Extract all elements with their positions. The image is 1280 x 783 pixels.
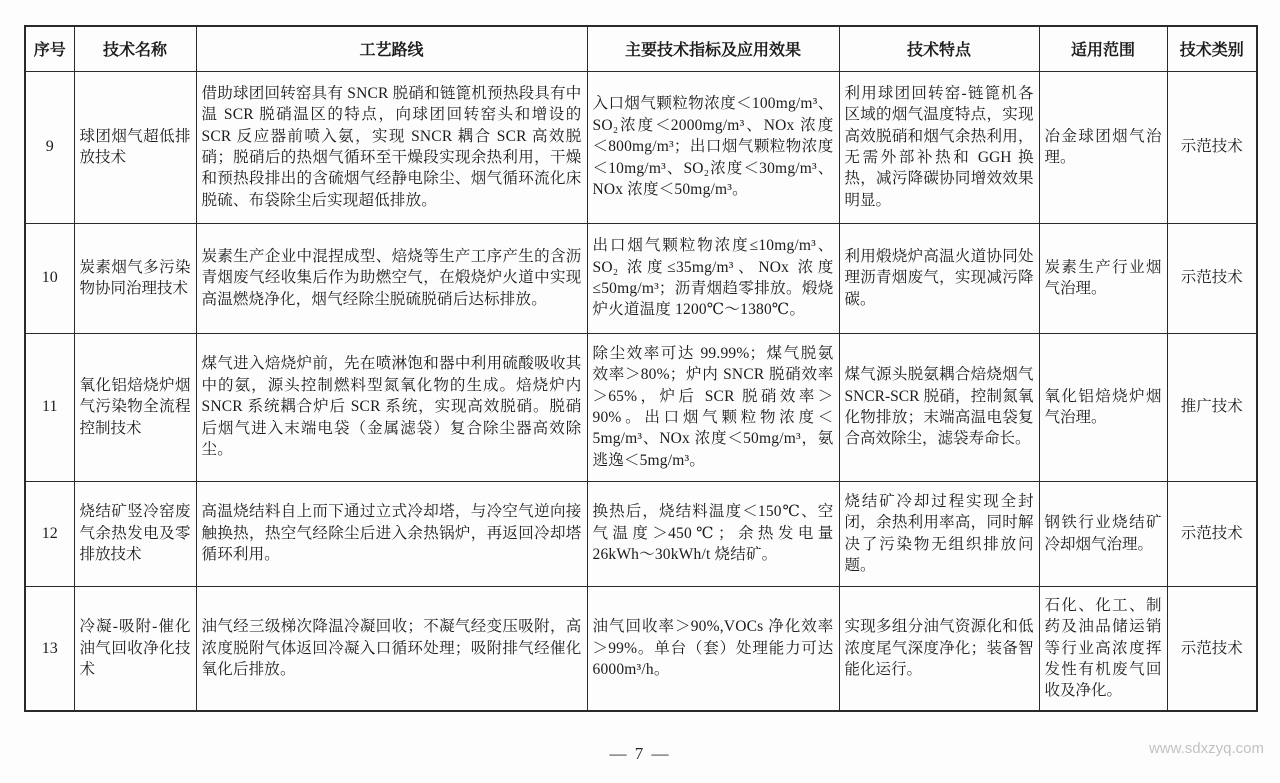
cell-serial-number: 13 (25, 586, 74, 711)
cell-features: 利用球团回转窑-链篦机各区域的烟气温度特点，实现高效脱硝和烟气余热利用，无需外部补热和 GGH 换热，减污降碳协同增效效果明显。 (839, 71, 1039, 223)
cell-features: 利用煅烧炉高温火道协同处理沥青烟废气，实现减污降碳。 (839, 223, 1039, 333)
technology-table (24, 25, 1258, 712)
cell-indicators: 换热后，烧结料温度＜150℃、空气温度＞450℃；余热发电量 26kWh～30kWh/t 烧结矿。 (587, 481, 839, 586)
cell-indicators: 油气回收率＞90%,VOCs 净化效率＞99%。单台（套）处理能力可达 6000m³/h。 (587, 586, 839, 711)
cell-indicators: 出口烟气颗粒物浓度≤10mg/m³、SO₂ 浓度≤35mg/m³、NOx 浓度≤50mg/m³；沥青烟趋零排放。煅烧炉火道温度 1200℃～1380℃。 (587, 223, 839, 333)
cell-category: 示范技术 (1167, 71, 1257, 223)
cell-tech-name: 冷凝-吸附-催化油气回收净化技术 (74, 586, 196, 711)
table-row-9 (25, 71, 1257, 223)
cell-indicators: 入口烟气颗粒物浓度＜100mg/m³、SO₂浓度＜2000mg/m³、NOx 浓度＜800mg/m³；出口烟气颗粒物浓度＜10mg/m³、SO₂浓度＜30mg/m³、NOx 浓度＜50mg/m³。 (587, 71, 839, 223)
header-indicators: 主要技术指标及应用效果 (587, 26, 839, 71)
cell-tech-name: 烧结矿竖冷窑废气余热发电及零排放技术 (74, 481, 196, 586)
cell-category: 示范技术 (1167, 481, 1257, 586)
header-scope: 适用范围 (1039, 26, 1167, 71)
cell-features: 烧结矿冷却过程实现全封闭，余热利用率高，同时解决了污染物无组织排放问题。 (839, 481, 1039, 586)
cell-serial-number: 10 (25, 223, 74, 333)
header-process-route: 工艺路线 (196, 26, 587, 71)
table-row-11 (25, 333, 1257, 481)
cell-scope: 石化、化工、制药及油品储运销等行业高浓度挥发性有机废气回收及净化。 (1039, 586, 1167, 711)
cell-process-route: 炭素生产企业中混捏成型、焙烧等生产工序产生的含沥青烟废气经收集后作为助燃空气，在煅烧炉火道中实现高温燃烧净化，烟气经除尘脱硫脱硝后达标排放。 (196, 223, 587, 333)
cell-process-route: 油气经三级梯次降温冷凝回收；不凝气经变压吸附，高浓度脱附气体返回冷凝入口循环处理；吸附排气经催化氧化后排放。 (196, 586, 587, 711)
cell-category: 推广技术 (1167, 333, 1257, 481)
cell-process-route: 借助球团回转窑具有 SNCR 脱硝和链篦机预热段具有中温 SCR 脱硝温区的特点，向球团回转窑头和增设的 SCR 反应器前喷入氨，实现 SNCR 耦合 SCR 高效脱硝；脱硝后的热烟气循环至干燥段实现余热利用，干燥和预热段排出的含硫烟气经静电除尘、烟气循环流化床脱硫、布袋除尘后实现超低排放。 (196, 71, 587, 223)
page-number: — 7 — (609, 744, 671, 763)
cell-category: 示范技术 (1167, 223, 1257, 333)
cell-tech-name: 球团烟气超低排放技术 (74, 71, 196, 223)
table-row-13 (25, 586, 1257, 711)
header-serial-number: 序号 (25, 26, 74, 71)
table-row-10 (25, 223, 1257, 333)
header-tech-name: 技术名称 (74, 26, 196, 71)
cell-process-route: 煤气进入焙烧炉前，先在喷淋饱和器中利用硫酸吸收其中的氨，源头控制燃料型氮氧化物的生成。焙烧炉内 SNCR 系统耦合炉后 SCR 系统，实现高效脱硝。脱硝后烟气进入末端电袋（金属滤袋）复合除尘器高效除尘。 (196, 333, 587, 481)
header-features: 技术特点 (839, 26, 1039, 71)
cell-scope: 冶金球团烟气治理。 (1039, 71, 1167, 223)
cell-features: 煤气源头脱氨耦合焙烧烟气 SNCR-SCR 脱硝，控制氮氧化物排放；末端高温电袋复合高效除尘，滤袋寿命长。 (839, 333, 1039, 481)
cell-scope: 炭素生产行业烟气治理。 (1039, 223, 1167, 333)
cell-tech-name: 氧化铝焙烧炉烟气污染物全流程控制技术 (74, 333, 196, 481)
cell-scope: 氧化铝焙烧炉烟气治理。 (1039, 333, 1167, 481)
cell-serial-number: 12 (25, 481, 74, 586)
header-category: 技术类别 (1167, 26, 1257, 71)
table-row-12 (25, 481, 1257, 586)
cell-process-route: 高温烧结料自上而下通过立式冷却塔，与冷空气逆向接触换热，热空气经除尘后进入余热锅炉，再返回冷却塔循环利用。 (196, 481, 587, 586)
cell-indicators: 除尘效率可达 99.99%；煤气脱氨效率＞80%；炉内 SNCR 脱硝效率＞65%，炉后 SCR 脱硝效率＞90%。出口烟气颗粒物浓度＜5mg/m³、NOx 浓度＜50mg/m³，氨逃逸＜5mg/m³。 (587, 333, 839, 481)
cell-scope: 钢铁行业烧结矿冷却烟气治理。 (1039, 481, 1167, 586)
header-row (25, 26, 1257, 71)
cell-serial-number: 11 (25, 333, 74, 481)
cell-category: 示范技术 (1167, 586, 1257, 711)
cell-features: 实现多组分油气资源化和低浓度尾气深度净化；装备智能化运行。 (839, 586, 1039, 711)
site-watermark: www.sdxzyq.com (1148, 740, 1264, 757)
cell-tech-name: 炭素烟气多污染物协同治理技术 (74, 223, 196, 333)
cell-serial-number: 9 (25, 71, 74, 223)
